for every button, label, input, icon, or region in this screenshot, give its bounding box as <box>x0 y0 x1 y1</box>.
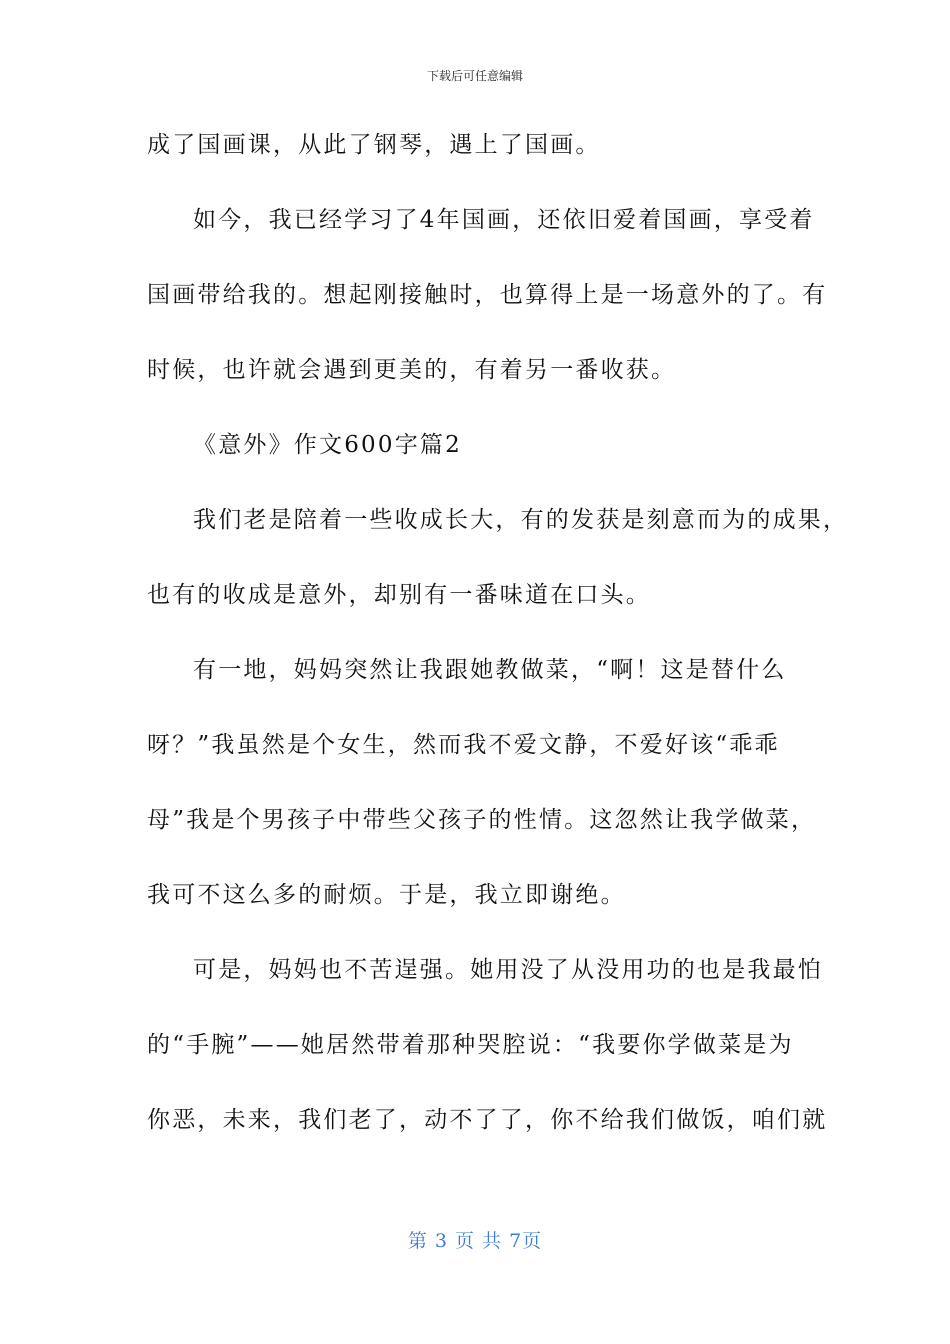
paragraph-line: 如今，我已经学习了4年国画，还依旧爱着国画，享受着 <box>193 207 815 233</box>
paragraph-line: 我们老是陪着一些收成长大，有的发获是刻意而为的成果， <box>193 507 849 533</box>
paragraph-line: 有一地，妈妈突然让我跟她教做菜，“啊！这是替什么 <box>193 657 787 683</box>
paragraph-line: 国画带给我的。想起刚接触时，也算得上是一场意外的了。有 <box>147 282 828 308</box>
page-number-footer: 第 3 页 共 7页 <box>407 1230 543 1252</box>
paragraph-line: 你恶，未来，我们老了，动不了了，你不给我们做饭，咱们就 <box>147 1107 828 1133</box>
paragraph-line: 我可不这么多的耐烦。于是，我立即谢绝。 <box>147 882 626 908</box>
section-heading: 《意外》作文600字篇2 <box>193 432 462 458</box>
paragraph-line: 母”我是个男孩子中带些父孩子的性情。这忽然让我学做菜， <box>147 807 817 833</box>
paragraph-line: 的“手腕”——她居然带着那种哭腔说：“我要你学做菜是为 <box>147 1032 794 1058</box>
page-header: 下载后可任意编辑 <box>426 69 523 83</box>
paragraph-line: 时候，也许就会遇到更美的，有着另一番收获。 <box>147 357 677 383</box>
paragraph-line: 呀？”我虽然是个女生，然而我不爱文静，不爱好该“乖乖 <box>147 732 780 758</box>
paragraph-line: 成了国画课，从此了钢琴，遇上了国画。 <box>147 132 601 158</box>
paragraph-line: 可是，妈妈也不苦逞强。她用没了从没用功的也是我最怕 <box>193 957 823 983</box>
paragraph-line: 也有的收成是意外，却别有一番味道在口头。 <box>147 582 651 608</box>
